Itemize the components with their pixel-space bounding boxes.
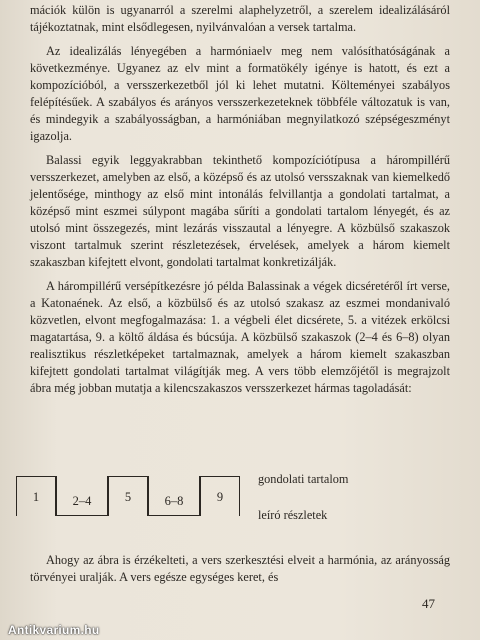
page-number: 47 <box>422 596 435 611</box>
diagram-box-stanzas-2-4: 2–4 <box>56 476 108 516</box>
diagram-box-stanza-1: 1 <box>16 476 56 516</box>
diagram-label-thematic-content: gondolati tartalom <box>258 472 349 486</box>
body-text-after-diagram <box>30 552 450 593</box>
diagram-label-descriptive-details: leíró részletek <box>258 508 328 522</box>
watermark-text: Antikvarium.hu <box>8 623 100 637</box>
paragraph-idealization: Az idealizálás lényegében a harmóniaelv meg nem valósíthatóságának a következménye. Ugyanez az elv mint a formatökély igénye is hatott, és ezt a kompozícióból, a versszerkezetből jól ki lehet mutatni. Költeményei szabályos felépítésűek. A szabályos és arányos versszerkezeteknek többféle változatuk is van, és mindegyik a szabályosságban, a harmóniában megnyilatkozó szépségeszményt igazolja. <box>30 44 450 143</box>
diagram-box-stanzas-6-8: 6–8 <box>148 476 200 516</box>
paragraph-example: A hárompillérű versépítkezésre jó példa Balassinak a végek dicséretéről írt verse, a Katonaének. Az első, a közbülső és az utolsó szakasz az eszmei mondanivaló közvetlen, elvont megfogalmazása: 1. a végbeli élet dicsérete, 5. a vitézek erkölcsi magatartása, 9. a költő áldása és búcsúja. A közbülső szakaszok (2–4 és 6–8) olyan realisztikus részletképeket tartalmaznak, amelyek a három kiemelt szakaszban kifejtett gondolati tartalmat világítják meg. A vers több elemzőjétől is megrajzolt ábra még jobban mutatja a kilencszakaszos versszerkezet hármas tagoladását: <box>30 279 450 395</box>
stanza-structure-diagram <box>0 466 480 546</box>
diagram-box-stanza-9: 9 <box>200 476 240 516</box>
paragraph-harmony: Ahogy az ábra is érzékelteti, a vers szerkesztési elveit a harmónia, az arányosság törvényei uralják. A vers egésze egységes keret, és <box>30 553 450 584</box>
paragraph-composition-type: Balassi egyik leggyakrabban tekinthető kompozíciótípusa a hárompillérű versszerkezet, amelyben az első, a középső és az utolsó versszaknak van kiemelkedő jelentősége, minthogy az első mint intonálás felvillantja a gondolati tartalmat, a középső mint eszmei súlypont magába sűríti a gondolati tartalom lényegét, és az utolsó mint összegezés, mint lezárás visszautal a lényegre. A közbülső szakaszok viszont tartalmuk szerint részletezések, érvelések, amelyek a három kiemelt szakaszban kifejtett elvont, gondolati tartalmat konkretizálják. <box>30 153 450 269</box>
body-text <box>30 2 450 404</box>
diagram-box-stanza-5: 5 <box>108 476 148 516</box>
paragraph-continued: mációk külön is ugyanarról a szerelmi alaphelyzetről, a szerelem idealizálásáról tájékoztatnak, mint elsődlegesen, nyilvánvalóan a versek tartalma. <box>30 3 450 34</box>
